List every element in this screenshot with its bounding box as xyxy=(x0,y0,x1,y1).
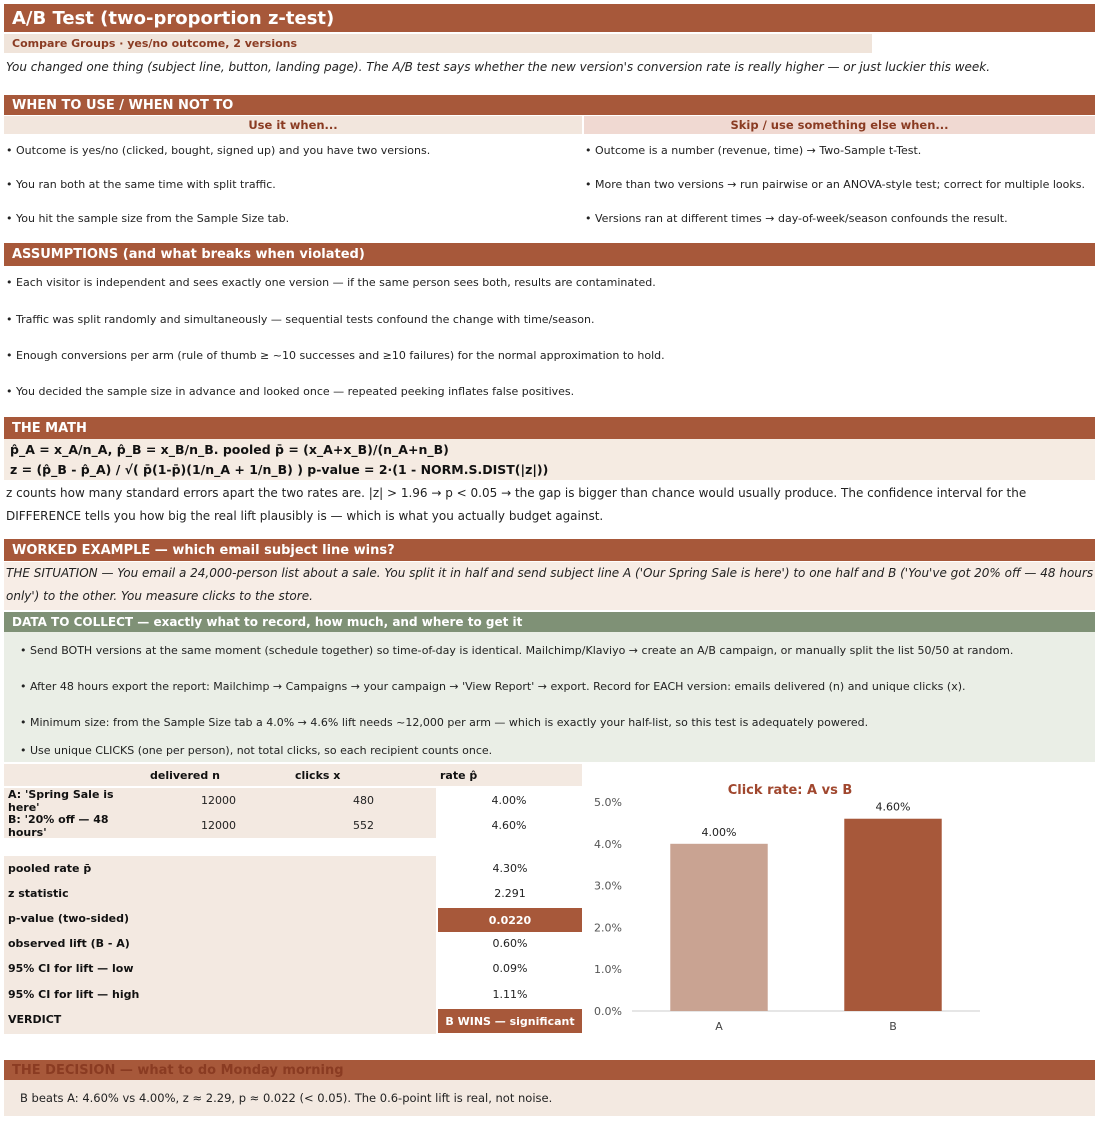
stat-label: z statistic xyxy=(8,887,69,900)
row-label-a: A: 'Spring Sale is here' xyxy=(8,787,114,814)
math-explanation: z counts how many standard errors apart the two rates are. |z| > 1.96 → p < 0.05 → the gap is bigger than chance would usually produce. The confidence interval for the DIFFERENCE tells you how big the real lift plausibly is — which is what you actually budget against. xyxy=(6,486,1027,523)
verdict-cell: B WINS — significant xyxy=(438,1009,582,1033)
col-header-n: delivered n xyxy=(150,768,220,782)
click-rate-chart xyxy=(582,780,992,1042)
skip-item: • Outcome is a number (revenue, time) → Two-Sample t-Test. xyxy=(585,143,922,157)
stat-label: observed lift (B - A) xyxy=(8,937,130,950)
y-tick-label: 5.0% xyxy=(594,796,622,809)
x-tick-label: A xyxy=(715,1020,723,1033)
collect-item: • Send BOTH versions at the same moment (schedule together) so time-of-day is identical. Mailchimp/Klaviyo → create an A/B campaign, or manually split the list 50/50 at random. xyxy=(20,643,1014,657)
stat-value: 0.09% xyxy=(492,962,528,975)
stat-label: p-value (two-sided) xyxy=(8,912,130,925)
when-header: WHEN TO USE / WHEN NOT TO xyxy=(4,95,1095,115)
use-column-header: Use it when... xyxy=(4,116,582,134)
decision-text: B beats A: 4.60% vs 4.00%, z ≈ 2.29, p ≈ 0.022 (< 0.05). The 0.6-point lift is real, not noise. xyxy=(4,1080,1095,1116)
data-label: 4.00% xyxy=(701,825,737,839)
p-value-cell: 0.0220 xyxy=(438,908,582,932)
intro-text: You changed one thing (subject line, button, landing page). The A/B test says whether the new version's conversion rate is really higher — or just luckier this week. xyxy=(6,60,991,74)
y-tick-label: 0.0% xyxy=(594,1005,622,1018)
cell-n-b: 12000 xyxy=(201,819,236,832)
stat-value: 0.60% xyxy=(492,937,528,950)
skip-column-header: Skip / use something else when... xyxy=(584,116,1095,134)
y-tick-label: 3.0% xyxy=(594,879,622,893)
y-tick-label: 4.0% xyxy=(594,837,622,851)
col-header-rate: rate p̂ xyxy=(440,768,478,782)
subtitle: Compare Groups · yes/no outcome, 2 versions xyxy=(4,34,872,53)
stat-value: 1.11% xyxy=(492,988,528,1001)
stat-label: 95% CI for lift — low xyxy=(8,962,134,975)
math-formula-1: p̂_A = x_A/n_A, p̂_B = x_B/n_B. pooled p̄ = (x_A+x_B)/(n_A+n_B) xyxy=(4,439,1095,459)
example-header: WORKED EXAMPLE — which email subject line wins? xyxy=(4,539,1095,561)
chart-title: Click rate: A vs B xyxy=(727,783,853,798)
data-label: 4.60% xyxy=(875,800,911,814)
assumptions-header: ASSUMPTIONS (and what breaks when violated) xyxy=(4,243,1095,266)
stat-label: VERDICT xyxy=(8,1013,62,1026)
bar-b xyxy=(844,819,941,1011)
col-header-x: clicks x xyxy=(295,768,341,782)
x-tick-label: B xyxy=(889,1020,897,1033)
collect-item: • After 48 hours export the report: Mailchimp → Campaigns → your campaign → 'View Report' → export. Record for EACH version: emails delivered (n) and unique clicks (x). xyxy=(20,679,966,693)
assumption-item: • You decided the sample size in advance and looked once — repeated peeking inflates false positives. xyxy=(6,384,575,398)
stat-label: 95% CI for lift — high xyxy=(8,988,140,1001)
assumption-item: • Each visitor is independent and sees exactly one version — if the same person sees both, results are contaminated. xyxy=(6,275,656,289)
cell-x-b: 552 xyxy=(353,819,374,832)
collect-item: • Minimum size: from the Sample Size tab a 4.0% → 4.6% lift needs ~12,000 per arm — which is exactly your half-list, so this test is adequately powered. xyxy=(20,715,869,729)
situation-text: THE SITUATION — You email a 24,000-person list about a sale. You split it in half and send subject line A ('Our Spring Sale is here') to one half and B ('You've got 20% off — 48 hours only') to the other. You measure clicks to the store. xyxy=(4,562,1095,610)
collect-item: • Use unique CLICKS (one per person), not total clicks, so each recipient counts once. xyxy=(20,743,493,757)
cell-rate-a: 4.00% xyxy=(491,794,527,807)
math-header: THE MATH xyxy=(4,417,1095,439)
decision-header: THE DECISION — what to do Monday morning xyxy=(4,1060,1095,1080)
skip-item: • Versions ran at different times → day-of-week/season confounds the result. xyxy=(585,211,1008,225)
assumption-item: • Enough conversions per arm (rule of thumb ≥ ~10 successes and ≥10 failures) for the normal approximation to hold. xyxy=(6,348,665,362)
row-label-b: B: '20% off — 48 hours' xyxy=(8,812,109,839)
assumption-item: • Traffic was split randomly and simultaneously — sequential tests confound the change with time/season. xyxy=(6,312,595,326)
page-title-text: A/B Test (two-proportion z-test) xyxy=(12,7,335,29)
page-title xyxy=(4,4,1095,32)
use-item: • You ran both at the same time with split traffic. xyxy=(6,177,276,191)
use-item: • Outcome is yes/no (clicked, bought, signed up) and you have two versions. xyxy=(6,143,431,157)
y-tick-label: 1.0% xyxy=(594,963,622,977)
cell-x-a: 480 xyxy=(353,794,374,807)
cell-n-a: 12000 xyxy=(201,794,236,807)
use-item: • You hit the sample size from the Sample Size tab. xyxy=(6,211,290,225)
collect-header: DATA TO COLLECT — exactly what to record, how much, and where to get it xyxy=(4,612,1095,632)
stat-value: 2.291 xyxy=(494,887,526,900)
math-formula-2: z = (p̂_B - p̂_A) / √( p̄(1-p̄)(1/n_A + 1/n_B) ) p-value = 2·(1 - NORM.S.DIST(|z|)) xyxy=(4,459,1095,480)
y-tick-label: 2.0% xyxy=(594,921,622,935)
bar-a xyxy=(670,844,767,1011)
stat-value: 4.30% xyxy=(492,862,528,875)
skip-item: • More than two versions → run pairwise or an ANOVA-style test; correct for multiple looks. xyxy=(585,177,1085,191)
cell-rate-b: 4.60% xyxy=(491,819,527,832)
stat-label: pooled rate p̄ xyxy=(8,862,92,875)
